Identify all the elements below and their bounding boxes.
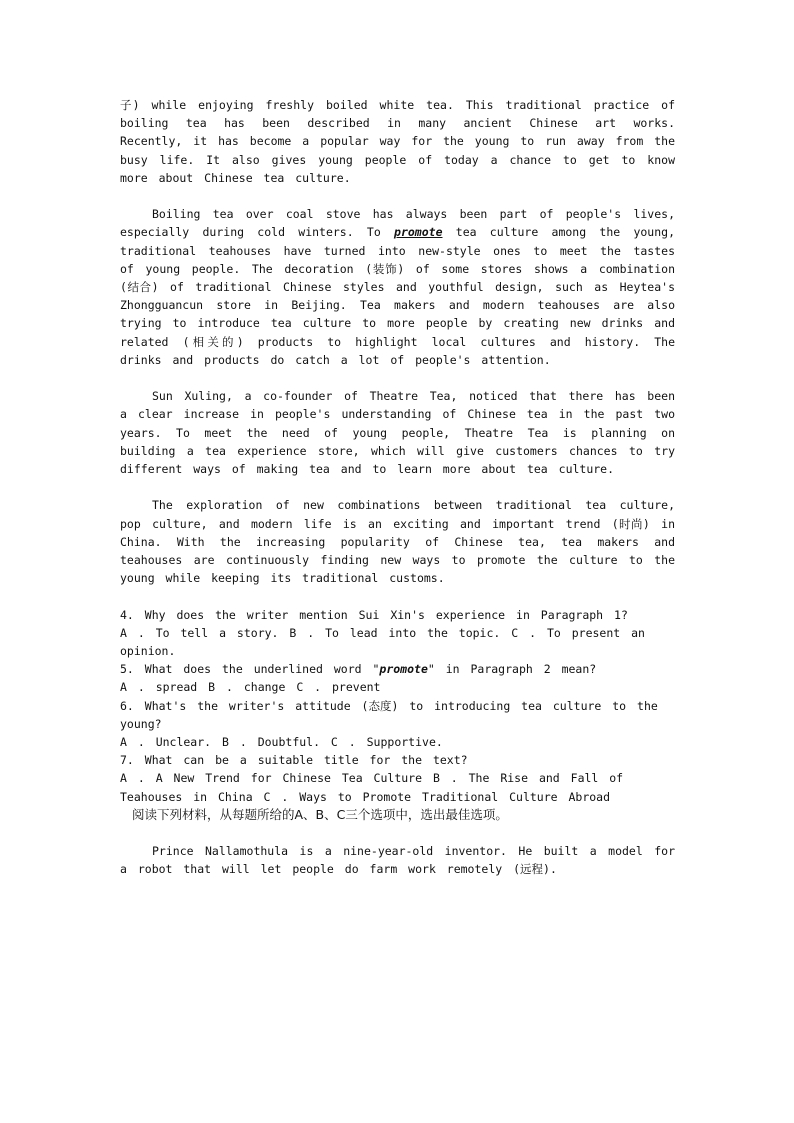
question-7: 7. What can be a suitable title for the text? [120, 753, 468, 768]
paragraph-2-text-a: Boiling tea over coal stove has always been part of people's lives, especially during cold winters. To [120, 207, 675, 240]
question-6-options: A . Unclear. B . Doubtful. C . Supportive. [120, 735, 443, 750]
paragraph-2 [120, 205, 675, 369]
question-5-options: A . spread B . change C . prevent [120, 680, 381, 695]
underlined-word-promote: promote [394, 225, 443, 240]
next-passage-paragraph: Prince Nallamothula is a nine-year-old inventor. He built a model for a robot that will let people do farm work remotely (远程). [120, 844, 675, 877]
question-5-text-a: 5. What does the underlined word " [120, 662, 380, 677]
section-instruction: 阅读下列材料，从每题所给的A、B、C三个选项中，选出最佳选项。 [132, 806, 508, 822]
document-page [120, 96, 675, 879]
question-5-text-b: " in Paragraph 2 mean? [427, 662, 597, 677]
paragraph-1: 子) while enjoying freshly boiled white tea. This traditional practice of boiling tea has been described in many ancient Chinese art works. Recently, it has become a popular way for the young to run away from the busy life. It also gives young people of today a chance to get to know more about Chinese tea culture. [120, 98, 675, 185]
question-4: 4. Why does the writer mention Sui Xin's experience in Paragraph 1? [120, 607, 628, 622]
paragraph-2-text-b: tea culture among the young, traditional teahouses have turned into new-style ones to meet the tastes of young people. The decoration (装饰) of some stores shows a combination (结合) of traditional Chinese styles and youthful design, such as Heytea's Zhongguancun store in Beijing. Tea makers and modern teahouses are also trying to introduce tea culture to more people by creating new drinks and related (相关的) products to highlight local cultures and history. The drinks and products do catch a lot of people's attention. [120, 225, 675, 367]
question-5-word: promote [379, 662, 428, 677]
question-5 [120, 660, 675, 678]
question-6: 6. What's the writer's attitude (态度) to introducing tea culture to the young? [120, 698, 658, 731]
question-7-options: A . A New Trend for Chinese Tea Culture B . The Rise and Fall of Teahouses in China C . Ways to Promote Traditional Culture Abroad [120, 771, 624, 804]
question-4-options: A . To tell a story. B . To lead into the topic. C . To present an opinion. [120, 625, 645, 659]
paragraph-4: The exploration of new combinations between traditional tea culture, pop culture, and modern life is an exciting and important trend (时尚) in China. With the increasing popularity of Chinese tea, tea makers and teahouses are continuously finding new ways to promote the culture to the young while keeping its traditional customs. [120, 498, 675, 586]
paragraph-3: Sun Xuling, a co-founder of Theatre Tea, noticed that there has been a clear increase in people's understanding of Chinese tea in the past two years. To meet the need of young people, Theatre Tea is planning on building a tea experience store, which will give customers chances to try different ways of making tea and to learn more about tea culture. [120, 389, 675, 477]
